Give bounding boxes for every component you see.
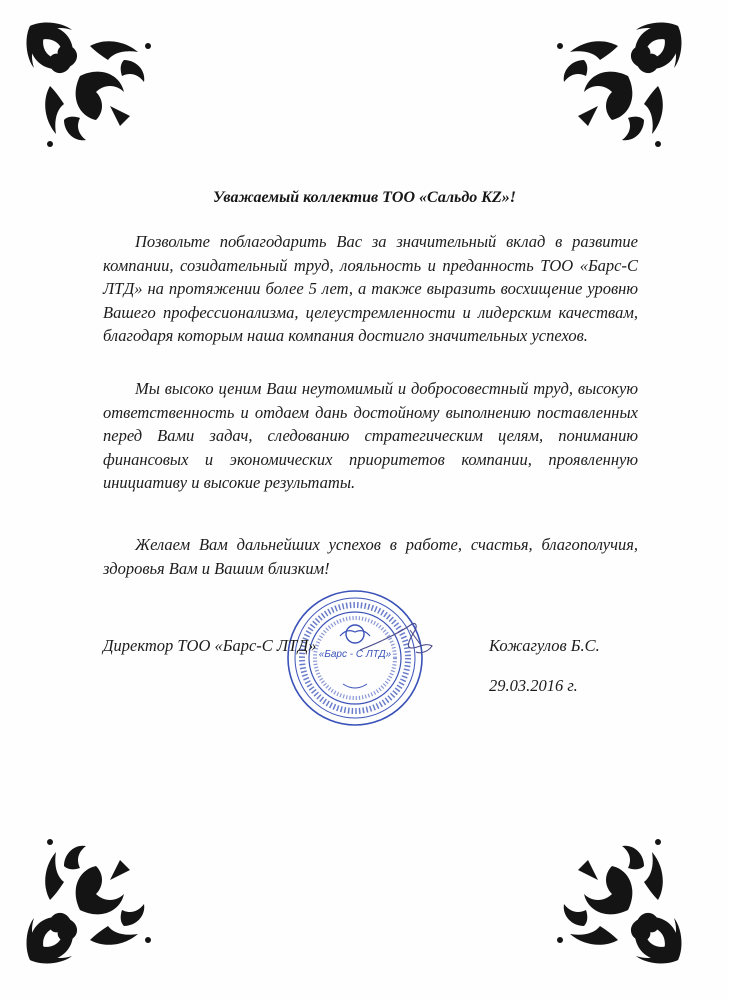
ornament-corner-top-right	[548, 16, 688, 156]
letter-paragraph-2: Мы высоко ценим Ваш неутомимый и добросовестный труд, высокую ответственность и отдаем дань достойному выполнению поставленных перед Вами задач, следованию стратегическим целям, пониманию финансовых и экономических приоритетов компании, проявленную инициативу и высокие результаты.	[103, 379, 638, 492]
letter-paragraph-3: Желаем Вам дальнейших успехов в работе, счастья, благополучия, здоровья Вам и Вашим близким!	[103, 535, 638, 578]
ornament-corner-bottom-right	[548, 830, 688, 970]
ornament-icon	[20, 830, 160, 970]
ornament-icon	[20, 16, 160, 156]
stamp-center-text: «Барс - С ЛТД»	[318, 649, 392, 660]
ornament-corner-bottom-left	[20, 830, 160, 970]
director-signature	[350, 612, 440, 662]
ornament-corner-top-left	[20, 16, 160, 156]
signer-title: Директор ТОО «Барс-С ЛТД»	[103, 636, 317, 655]
ornament-icon	[548, 830, 688, 970]
letter-paragraph-1: Позвольте поблагодарить Вас за значительный вклад в развитие компании, созидательный труд, лояльность и преданность ТОО «Барс-С ЛТД» на протяжении более 5 лет, а также выразить восхищение уровню Вашего профессионализма, целеустремленности и лидерским качествам, благодаря которым наша компания достигло значительных успехов.	[103, 232, 638, 345]
letter-title: Уважаемый коллектив ТОО «Сальдо KZ»!	[213, 189, 516, 206]
document-date: 29.03.2016 г.	[489, 676, 578, 695]
signature-icon	[350, 612, 440, 662]
ornament-icon	[548, 16, 688, 156]
signer-name: Кожагулов Б.С.	[489, 636, 600, 655]
